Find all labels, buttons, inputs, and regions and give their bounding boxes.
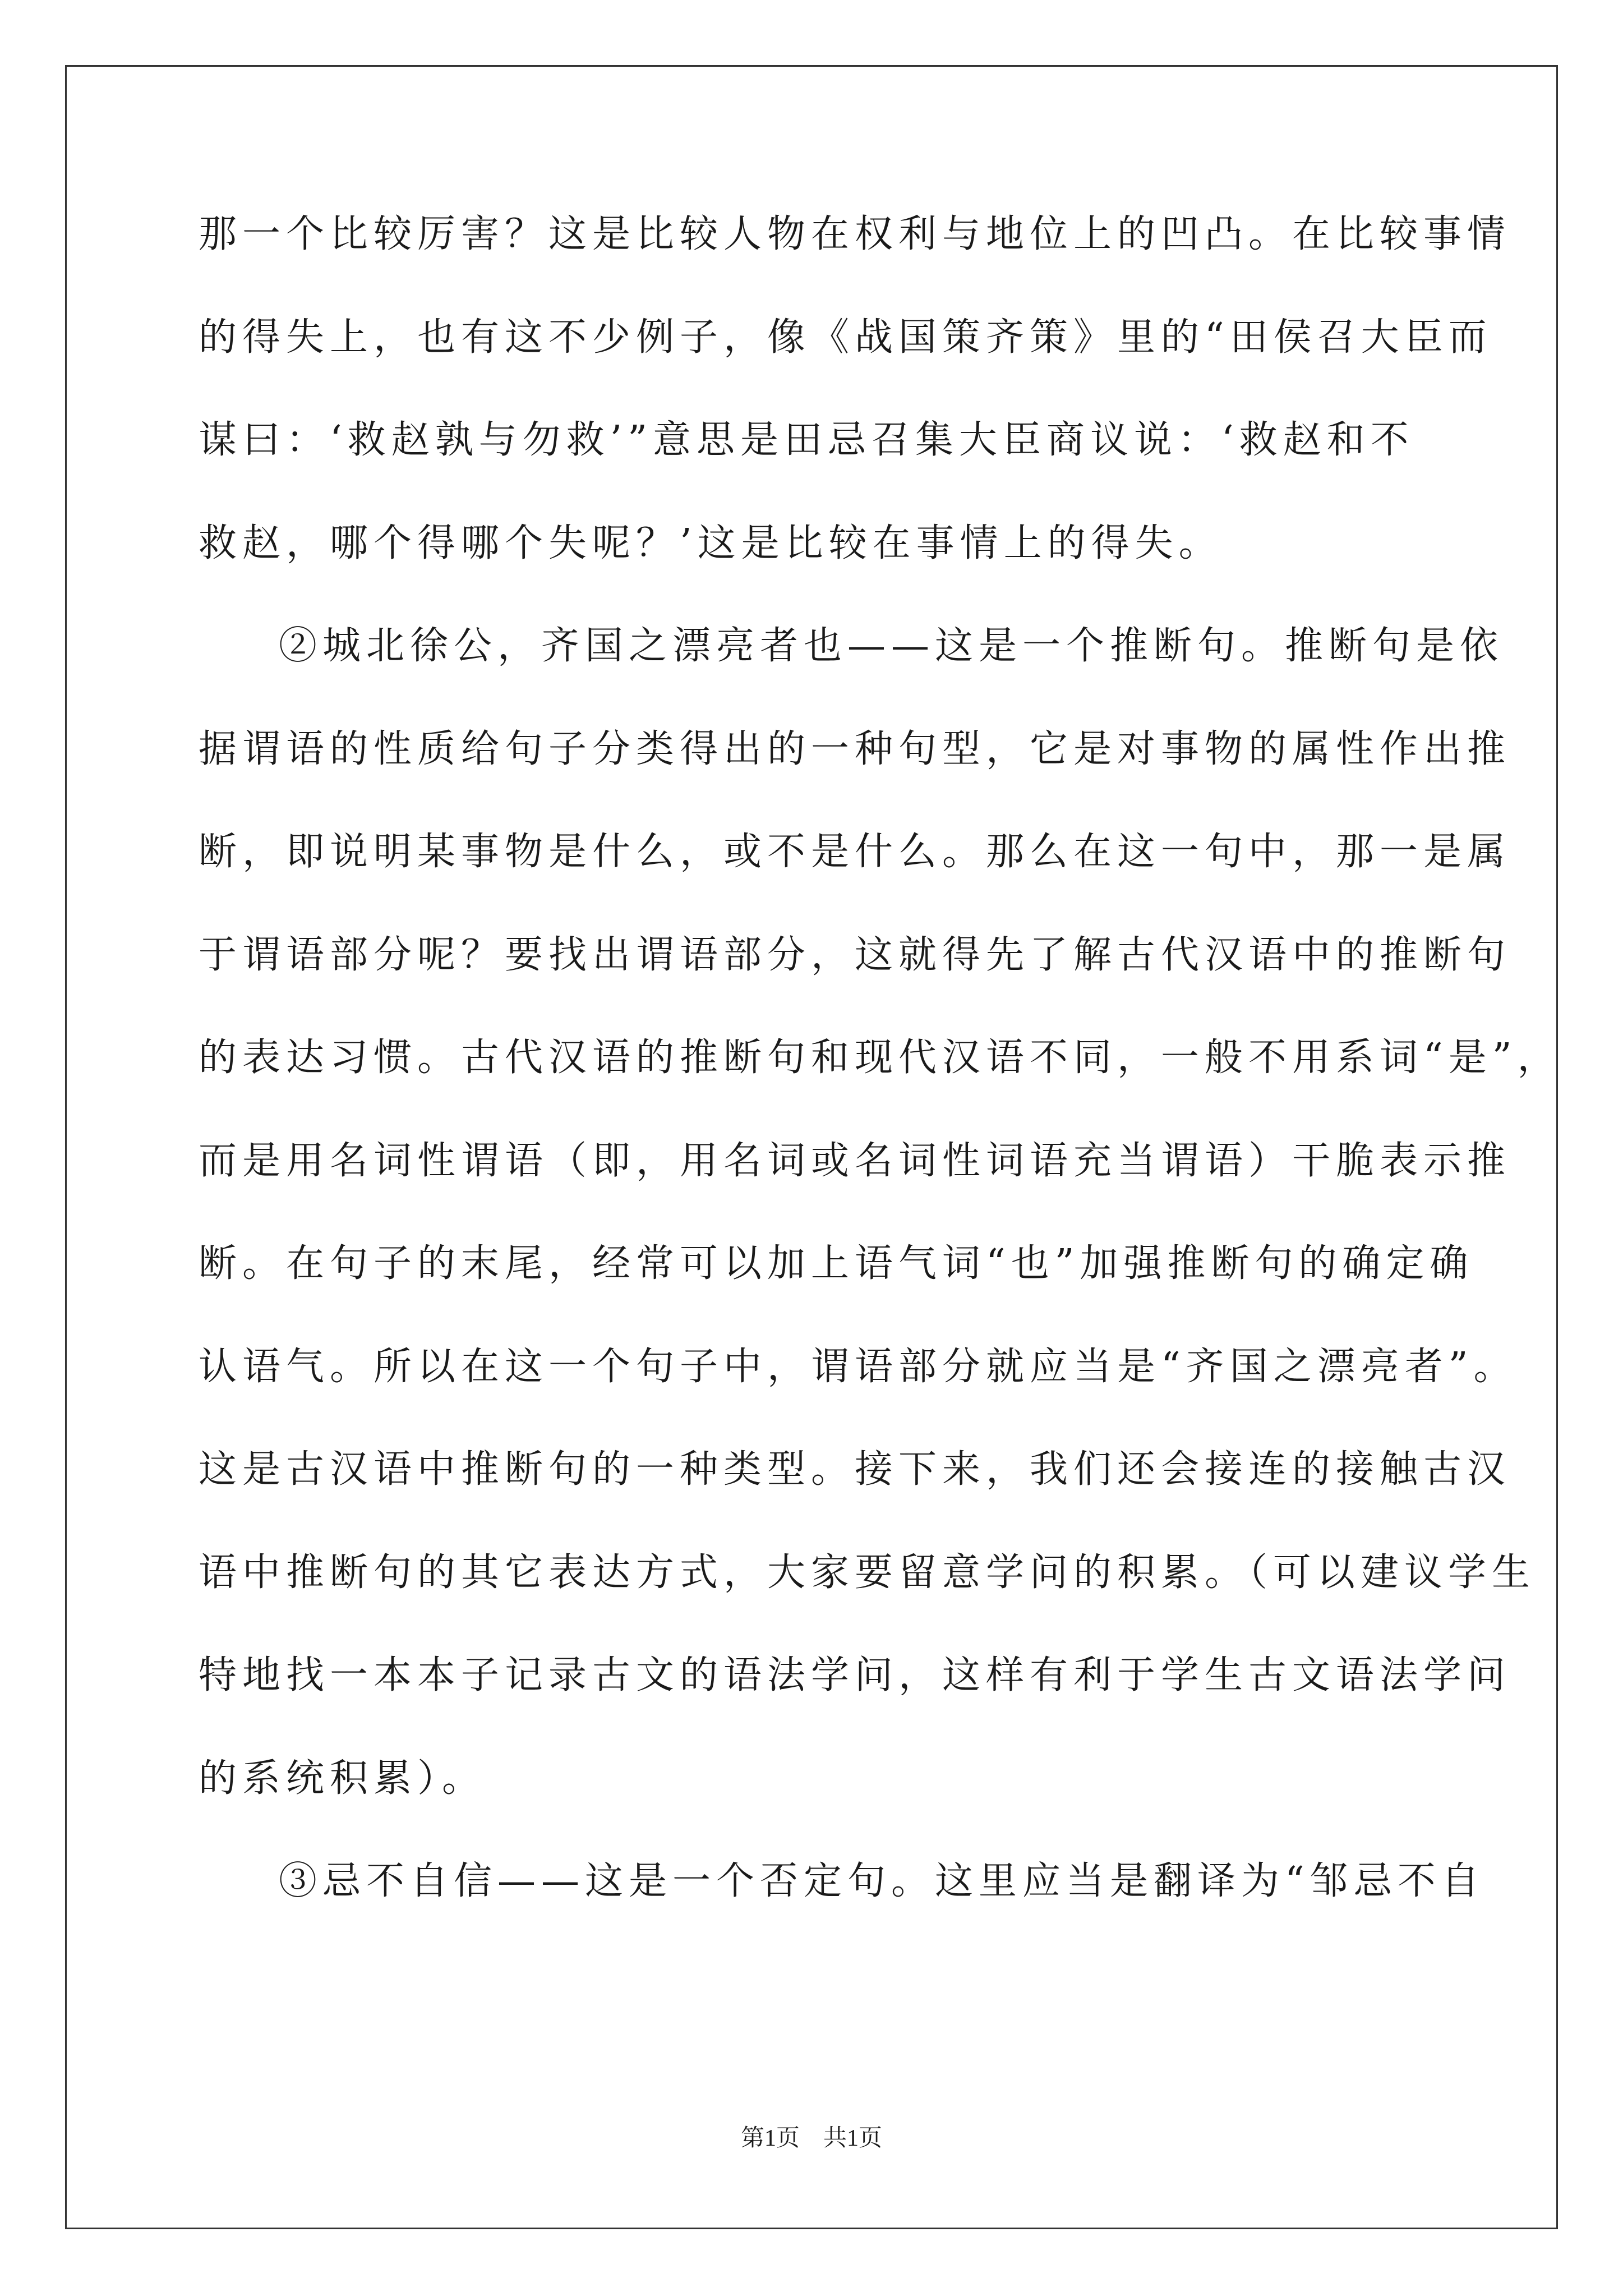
text-line: 特地找一本本子记录古文的语法学问，这样有利于学生古文语法学问 [199,1653,1511,1697]
text-line: 于谓语部分呢？要找出谓语部分，这就得先了解古代汉语中的推断句 [199,932,1511,977]
text-line: 断，即说明某事物是什么，或不是什么。那么在这一句中，那一是属 [199,830,1511,874]
document-body [199,209,1561,1959]
text-line: 谋曰：‘救赵孰与勿救’”意思是田忌召集大臣商议说：‘救赵和不 [199,418,1414,462]
text-line: 那一个比较厉害？这是比较人物在权利与地位上的凹凸。在比较事情 [199,212,1511,256]
text-line: 的表达习惯。古代汉语的推断句和现代汉语不同，一般不用系词“是”， [199,1036,1561,1080]
page-footer: 第1页 共1页 [740,2125,882,2151]
text-line: 这是古汉语中推断句的一种类型。接下来，我们还会接连的接触古汉 [199,1447,1511,1492]
text-line: ③忌不自信——这是一个否定句。这里应当是翻译为“邹忌不自 [279,1859,1485,1903]
text-line: 据谓语的性质给句子分类得出的一种句型，它是对事物的属性作出推 [199,726,1511,771]
text-line: 的系统积累）。 [199,1756,486,1801]
text-line: 认语气。所以在这一个句子中，谓语部分就应当是“齐国之漂亮者”。 [199,1344,1518,1389]
text-line: ②城北徐公，齐国之漂亮者也——这是一个推断句。推断句是依 [279,624,1504,668]
text-line: 救赵，哪个得哪个失呢？’这是比较在事情上的得失。 [199,521,1223,565]
text-line: 语中推断句的其它表达方式，大家要留意学问的积累。（可以建议学生 [199,1550,1536,1595]
text-line: 而是用名词性谓语（即，用名词或名词性词语充当谓语）干脆表示推 [199,1138,1511,1183]
text-line: 的得失上，也有这不少例子，像《战国策齐策》里的“田侯召大臣而 [199,315,1492,360]
text-line: 断。在句子的末尾，经常可以加上语气词“也”加强推断句的确定确 [199,1241,1474,1286]
